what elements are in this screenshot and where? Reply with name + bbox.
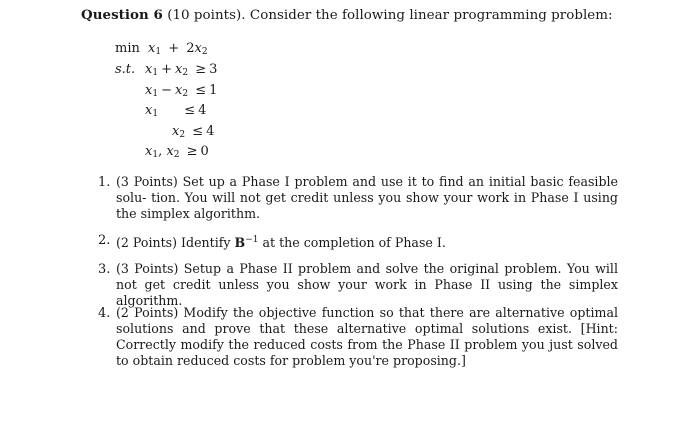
subject-to-label: s.t. bbox=[115, 62, 136, 77]
matrix-b-symbol: B bbox=[234, 235, 246, 250]
list-item-text: (3 Points) Set up a Phase I problem and use it to find an initial basic feasible solu- tion. You will not get credit unless you show your work in Phase I using the simplex algorithm. bbox=[116, 174, 618, 221]
constraint-row: $x_1$, $x_2 \ge 0$ bbox=[145, 144, 209, 160]
question-label: Question 6 bbox=[81, 7, 163, 23]
question-heading bbox=[81, 7, 613, 23]
question-prompt: Consider the following linear programming problem: bbox=[249, 8, 613, 23]
constraint-row: $x_1 + x_2 \ge 3$ bbox=[145, 62, 218, 78]
objective-operator: + bbox=[168, 41, 180, 56]
question-points: (10 points). bbox=[167, 8, 246, 23]
list-item-text: (3 Points) Setup a Phase II problem and solve the original problem. You will not get credit unless you show your work in Phase II using the simplex algorithm. bbox=[116, 261, 618, 308]
list-item-text: (2 Points) Identify $B^{-1}$ at the completion of Phase I. bbox=[116, 235, 446, 250]
constraint-row: $x_2 \le 4$ bbox=[172, 124, 215, 140]
objective-keyword: min bbox=[115, 41, 140, 56]
objective-coefficient: 2 bbox=[186, 41, 195, 56]
list-item-number: 3. bbox=[98, 262, 111, 277]
constraint-row: $x_1 - x_2 \le 1$ bbox=[145, 83, 218, 99]
objective-var-x1: $x_1$ bbox=[148, 41, 162, 57]
list-item-number: 4. bbox=[98, 306, 111, 321]
lp-objective bbox=[115, 42, 208, 57]
objective-var-x2: $x_2$ bbox=[194, 41, 208, 57]
list-item-number: 2. bbox=[98, 233, 111, 248]
list-item-text: (2 Points) Modify the objective function so that there are alternative optimal solutions and prove that these alternative optimal solutions exist. [Hint: Correctly modify the reduced costs from the Phase II problem you just solved to obtain reduced costs for problem you're proposing.] bbox=[116, 305, 618, 368]
list-item-number: 1. bbox=[98, 175, 111, 190]
constraint-row: $x_1 \le 4$ bbox=[145, 103, 207, 119]
